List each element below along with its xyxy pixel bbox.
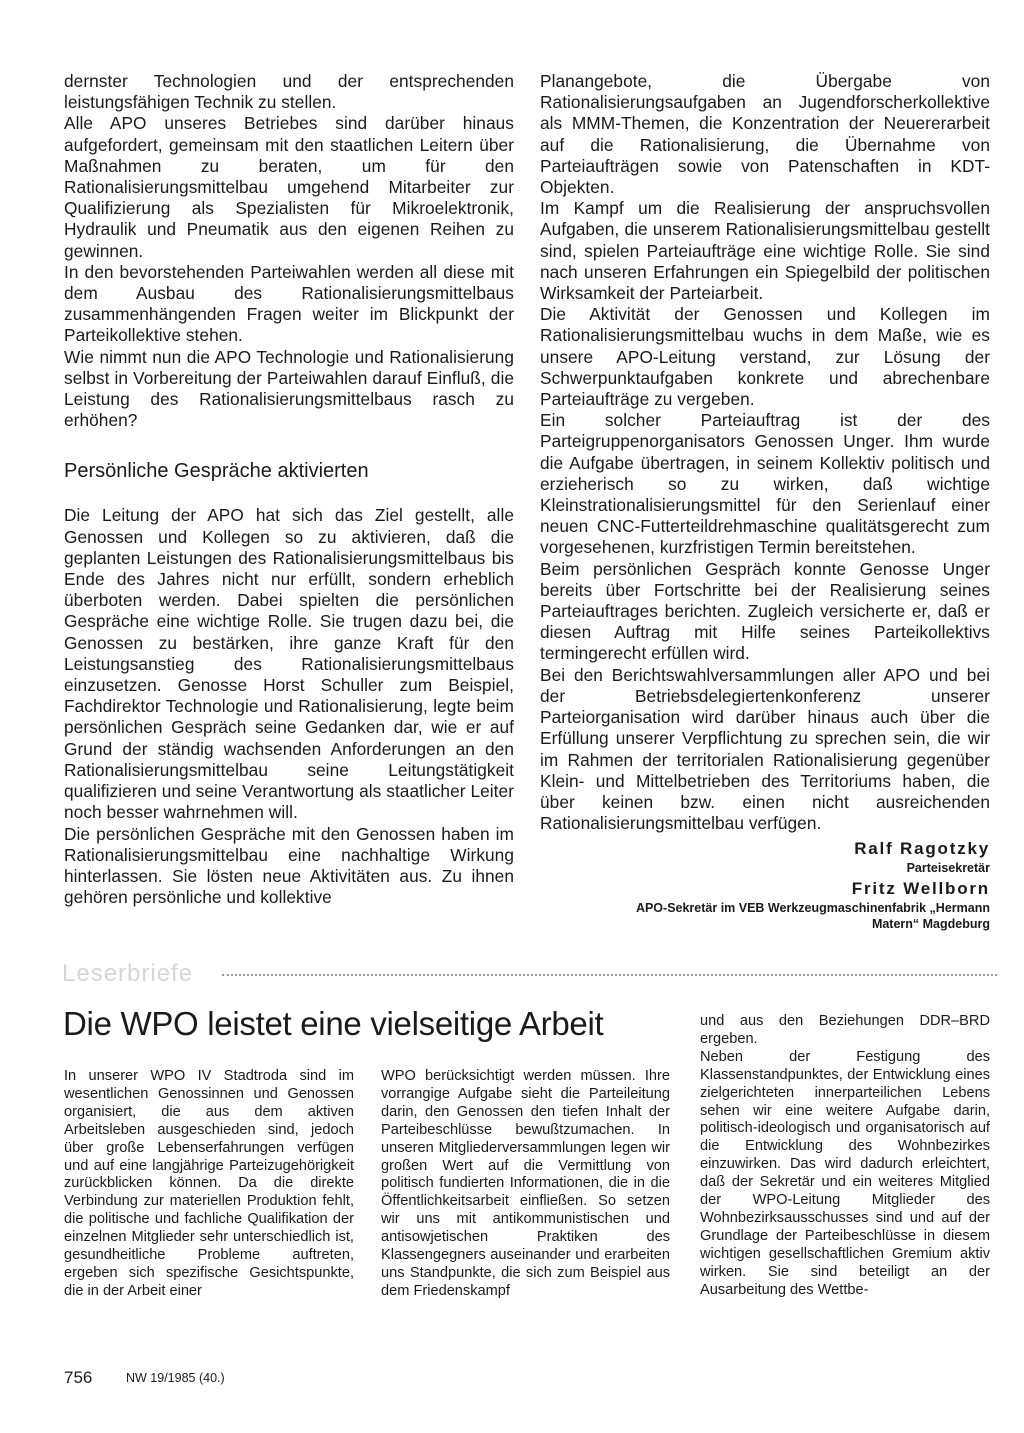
letter-column-3 bbox=[700, 1013, 990, 1300]
article-column-right bbox=[540, 71, 990, 834]
author-name: Ralf Ragotzky bbox=[854, 839, 990, 858]
article-title: Die WPO leistet eine vielseitige Arbeit bbox=[63, 1005, 604, 1042]
article-column-left bbox=[64, 71, 514, 908]
section-heading: Persönliche Gespräche aktivierten bbox=[64, 460, 369, 483]
paragraph: Neben der Festigung des Klassenstandpunktes, der Entwicklung eines zielgerichteten innerparteilichen Lebens sehen wir eine weitere Aufgabe darin, politisch-ideologisch und organisatorisch auf die Entwicklung des Wohnbezirkes einzuwirken. Das wird dadurch erleichtert, daß der Sekretär und ein weiteres Mitglied der WPO-Leitung Mitglieder des Wohnbezirksausschusses sind und auf der Grundlage der Parteibeschlüsse in diesem wichtigen gesellschaftlichen Gremium aktiv wirken. Sie sind beteiligt an der Ausarbeitung des Wettbe- bbox=[700, 1048, 990, 1298]
page-number: 756 bbox=[64, 1368, 93, 1387]
paragraph: Die persönlichen Gespräche mit den Genossen haben im Rationalisierungsmittelbau eine nachhaltige Wirkung hinterlassen. Sie lösten neue Aktivitäten aus. Zu ihnen gehören persönliche und kollektive bbox=[64, 823, 514, 908]
paragraph: In unserer WPO IV Stadtroda sind im wesentlichen Genossinnen und Genossen organisiert, die aus dem aktiven Arbeitsleben ausgeschieden sind, jedoch über große Lebenserfahrungen verfügen und auf eine langjährige Parteizugehörigkeit zurückblicken können. Da die direkte Verbindung zur materiellen Produktion fehlt, die politische und fachliche Qualifikation der einzelnen Mitglieder sehr unterschiedlich ist, gesundheitliche Probleme auftreten, ergeben sich spezifische Gesichtspunkte, die in der Arbeit einer bbox=[64, 1068, 354, 1299]
paragraph: und aus den Beziehungen DDR–BRD ergeben. bbox=[700, 1013, 990, 1047]
author-name: Fritz Wellborn bbox=[851, 879, 990, 898]
section-label: Leserbriefe bbox=[62, 960, 194, 987]
paragraph: Ein solcher Parteiauftrag ist der des Parteigruppenorganisators Genossen Unger. Ihm wurde die Aufgabe übertragen, in seinem Kollektiv politisch und erzieherisch so zu wirken, daß wichtige Kleinstrationalisierungsmittel für den Serienlauf einer neuen CNC-Futterteildrehmaschine qualitätsgerecht zum vorgesehenen, kurzfristigen Termin bereitstehen. bbox=[540, 410, 990, 558]
paragraph: Planangebote, die Übergabe von Rationalisierungsaufgaben an Jugendforscherkollektive als MMM-Themen, die Konzentration der Neuererarbeit auf die Rationalisierung, die Übernahme von Parteiaufträgen sowie von Patenschaften in KDT-Objekten. bbox=[540, 71, 990, 198]
paragraph: dernster Technologien und der entsprechenden leistungsfähigen Technik zu stellen. bbox=[64, 71, 514, 113]
paragraph: Beim persönlichen Gespräch konnte Genosse Unger bereits über Fortschritte bei der Realisierung seines Parteiauftrages berichten. Zugleich versicherte er, daß er diesen Auftrag mit Hilfe seines Parteikollektivs termingerecht erfüllen wird. bbox=[540, 558, 990, 664]
paragraph: In den bevorstehenden Parteiwahlen werden all diese mit dem Ausbau des Rationalisierungsmittelbaus zusammenhängenden Fragen weiter im Blickpunkt der Parteikollektive stehen. bbox=[64, 261, 514, 346]
letter-column-1 bbox=[64, 1068, 354, 1301]
paragraph: Die Aktivität der Genossen und Kollegen im Rationalisierungsmittelbau wuchs in dem Maße, wie es unsere APO-Leitung verstand, zur Lösung der Schwerpunktaufgaben konkrete und abrechenbare Parteiaufträge zu vergeben. bbox=[540, 304, 990, 410]
paragraph: Alle APO unseres Betriebes sind darüber hinaus aufgefordert, gemeinsam mit den staatlichen Leitern über Maßnahmen zu beraten, um für den Rationalisierungsmittelbau umgehend Mitarbeiter zur Qualifizierung als Spezialisten für Mikroelektronik, Hydraulik und Pneumatik aus den eigenen Reihen zu gewinnen. bbox=[64, 113, 514, 261]
paragraph: WPO berücksichtigt werden müssen. Ihre vorrangige Aufgabe sieht die Parteileitung darin, den Genossen den tiefen Inhalt der Parteibeschlüsse bewußtzumachen. In unseren Mitgliederversammlungen legen wir großen Wert auf die Vermittlung von politisch fundierten Informationen, die in die Öffentlichkeitsarbeit einfließen. So setzen wir uns mit antikommunistischen und antisowjetischen Praktiken des Klassengegners auseinander und erarbeiten uns Standpunkte, die sich zum Beispiel aus dem Friedenskampf bbox=[381, 1068, 670, 1299]
author-role: APO-Sekretär im VEB Werkzeugmaschinenfabrik „Hermann bbox=[635, 901, 990, 915]
letter-column-2 bbox=[381, 1068, 670, 1301]
paragraph: Bei den Berichtswahlversammlungen aller APO und bei der Betriebsdelegiertenkonferenz unserer Parteiorganisation wird darüber hinaus auch über die Erfüllung unserer Verpflichtung zu sprechen sein, die wir im Rahmen der territorialen Rationalisierung gegenüber Klein- und Mittelbetrieben des Territoriums haben, die über keinen bzw. einen nicht ausreichenden Rationalisierungsmittelbau verfügen. bbox=[540, 664, 990, 834]
signature-block bbox=[540, 838, 990, 932]
author-role: Matern“ Magdeburg bbox=[871, 917, 990, 931]
paragraph: Wie nimmt nun die APO Technologie und Rationalisierung selbst in Vorbereitung der Parteiwahlen darauf Einfluß, die Leistung des Rationalisierungsmittelbaus rasch zu erhöhen? bbox=[64, 346, 514, 431]
author-role: Parteisekretär bbox=[906, 861, 990, 875]
paragraph: Die Leitung der APO hat sich das Ziel gestellt, alle Genossen und Kollegen so zu aktivieren, daß die geplanten Leistungen des Rationalisierungsmittelbaus bis Ende des Jahres nicht nur erfüllt, sondern erheblich überboten werden. Dabei spielten die persönlichen Gespräche eine wichtige Rolle. Sie trugen dazu bei, die Genossen zu bestärken, ihre ganze Kraft für den Leistungsanstieg des Rationalisierungsmittelbaus einzusetzen. Genosse Horst Schuller zum Beispiel, Fachdirektor Technologie und Rationalisierung, legte beim persönlichen Gespräch seine Gedanken dar, wie er auf Grund der ständig wachsenden Anforderungen an den Rationalisierungsmittelbau seine Leitungstätigkeit qualifizieren und seine Verantwortung als staatlicher Leiter noch besser wahrnehmen will. bbox=[64, 505, 514, 823]
section-divider bbox=[222, 974, 997, 976]
paragraph: Im Kampf um die Realisierung der anspruchsvollen Aufgaben, die unserem Rationalisierungsmittelbau gestellt sind, spielen Parteiaufträge eine wichtige Rolle. Sie sind nach unseren Erfahrungen ein Spiegelbild der politischen Wirksamkeit der Parteiarbeit. bbox=[540, 198, 990, 304]
issue-reference: NW 19/1985 (40.) bbox=[126, 1371, 225, 1385]
